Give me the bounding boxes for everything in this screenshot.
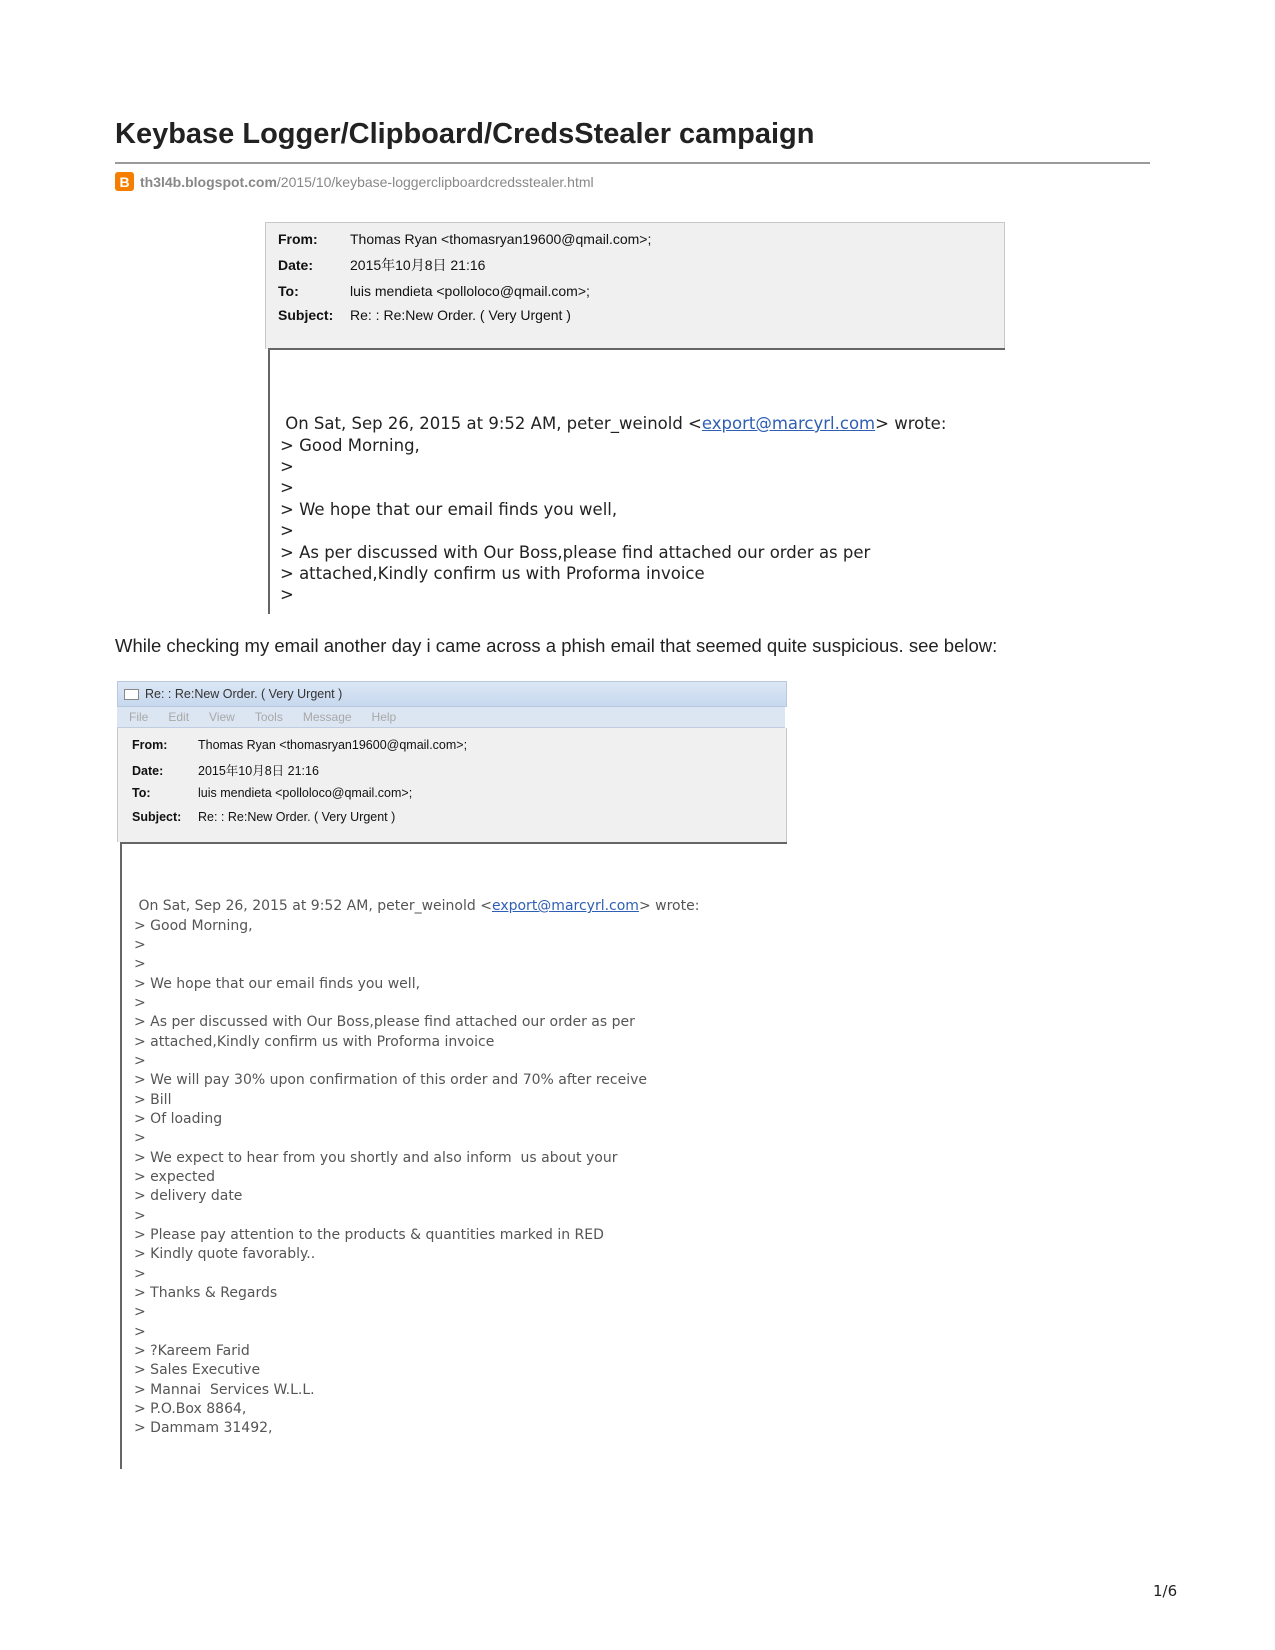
date-label: Date: (278, 257, 314, 273)
from-value: Thomas Ryan <thomasryan19600@qmail.com>; (350, 231, 652, 247)
body-line: > (134, 1130, 146, 1146)
quote-prefix: On Sat, Sep 26, 2015 at 9:52 AM, peter_weinold < (280, 414, 702, 433)
subject-value: Re: : Re:New Order. ( Very Urgent ) (350, 307, 571, 323)
menu-help[interactable]: Help (371, 710, 397, 724)
from-label: From: (132, 738, 168, 752)
body-line: > We hope that our email finds you well, (134, 976, 421, 992)
body-line: > (134, 956, 146, 972)
menu-edit[interactable]: Edit (168, 710, 190, 724)
title-divider (115, 162, 1150, 164)
sender-email-link[interactable]: export@marcyrl.com (491, 898, 639, 914)
quote-prefix: On Sat, Sep 26, 2015 at 9:52 AM, peter_weinold < (134, 898, 492, 914)
email-header (117, 728, 787, 842)
body-line: > delivery date (134, 1188, 243, 1204)
body-line: > Dammam 31492, (134, 1420, 273, 1436)
from-label: From: (278, 231, 318, 247)
email-header (265, 222, 1005, 349)
window-title: Re: : Re:New Order. ( Very Urgent ) (145, 687, 343, 701)
body-line: > (134, 1208, 146, 1224)
email-screenshot-full (117, 681, 787, 1469)
body-line: > P.O.Box 8864, (134, 1401, 247, 1417)
from-row (278, 231, 651, 247)
body-line: > (280, 585, 294, 604)
quote-suffix: > wrote: (875, 414, 947, 433)
body-line: > attached,Kindly confirm us with Proforma invoice (280, 564, 705, 583)
article-title: Keybase Logger/Clipboard/CredsStealer campaign (115, 118, 815, 150)
body-line: > (134, 995, 146, 1011)
body-line: > (134, 1053, 146, 1069)
body-line: > (134, 1324, 146, 1340)
quote-line (280, 414, 946, 433)
email-body (268, 348, 1005, 614)
date-row (132, 761, 319, 779)
subject-value: Re: : Re:New Order. ( Very Urgent ) (198, 810, 396, 824)
envelope-icon (124, 689, 139, 700)
menu-tools[interactable]: Tools (254, 710, 283, 724)
source-path[interactable]: /2015/10/keybase-loggerclipboardcredsstealer.html (276, 173, 594, 190)
sender-email-link[interactable]: export@marcyrl.com (701, 414, 876, 433)
page-number: 1/6 (1153, 1582, 1178, 1600)
from-value: Thomas Ryan <thomasryan19600@qmail.com>; (198, 738, 468, 752)
body-line: > As per discussed with Our Boss,please find attached our order as per (280, 543, 871, 562)
body-line: > We expect to hear from you shortly and also inform us about your (134, 1150, 618, 1166)
body-line: > We hope that our email finds you well, (280, 500, 618, 519)
date-label: Date: (132, 764, 164, 778)
to-label: To: (278, 283, 299, 299)
body-line: > (280, 478, 294, 497)
to-value: luis mendieta <pollolocο@qmail.com>; (198, 786, 413, 800)
source-link[interactable] (115, 172, 594, 191)
body-line: > Thanks & Regards (134, 1285, 278, 1301)
body-line: > (280, 457, 294, 476)
date-row (278, 255, 485, 275)
subject-row (278, 307, 571, 323)
body-line: > (280, 521, 294, 540)
quote-line (134, 898, 699, 914)
menu-bar (117, 707, 785, 728)
date-value: 2015年10月8日 21:16 (198, 764, 319, 778)
body-line: > attached,Kindly confirm us with Proforma invoice (134, 1034, 495, 1050)
menu-view[interactable]: View (209, 710, 235, 724)
email-body (120, 842, 787, 1469)
to-value: luis mendieta <pollolocο@qmail.com>; (350, 283, 590, 299)
body-line: > As per discussed with Our Boss,please find attached our order as per (134, 1014, 635, 1030)
body-line: > Of loading (134, 1111, 223, 1127)
body-line: > Bill (134, 1092, 172, 1108)
body-line: > Sales Executive (134, 1362, 261, 1378)
to-label: To: (132, 786, 151, 800)
body-line: > Good Morning, (134, 918, 253, 934)
intro-paragraph: While checking my email another day i came across a phish email that seemed quite suspicious. see below: (115, 635, 998, 656)
body-line: > Please pay attention to the products & quantities marked in RED (134, 1227, 604, 1243)
body-line: > expected (134, 1169, 216, 1185)
from-row (132, 738, 467, 752)
menu-file[interactable]: File (129, 710, 149, 724)
body-line: > Good Morning, (280, 436, 420, 455)
body-line: > (134, 937, 146, 953)
body-line: > Mannai Services W.L.L. (134, 1382, 315, 1398)
body-line: > (134, 1304, 146, 1320)
to-row (278, 283, 590, 299)
to-row (132, 786, 412, 800)
quote-suffix: > wrote: (638, 898, 700, 914)
body-line: > (134, 1266, 146, 1282)
subject-label: Subject: (132, 810, 182, 824)
window-titlebar (117, 681, 787, 707)
blogger-icon: B (115, 172, 134, 191)
menu-message[interactable]: Message (302, 710, 352, 724)
subject-label: Subject: (278, 307, 334, 323)
body-line: > ?Kareem Farid (134, 1343, 250, 1359)
body-line: > We will pay 30% upon confirmation of this order and 70% after receive (134, 1072, 648, 1088)
email-screenshot-cropped (265, 222, 1005, 614)
source-domain[interactable]: th3l4b.blogspot.com (140, 173, 277, 190)
date-value: 2015年10月8日 21:16 (350, 257, 486, 273)
body-line: > Kindly quote favorably.. (134, 1246, 316, 1262)
subject-row (132, 810, 395, 824)
